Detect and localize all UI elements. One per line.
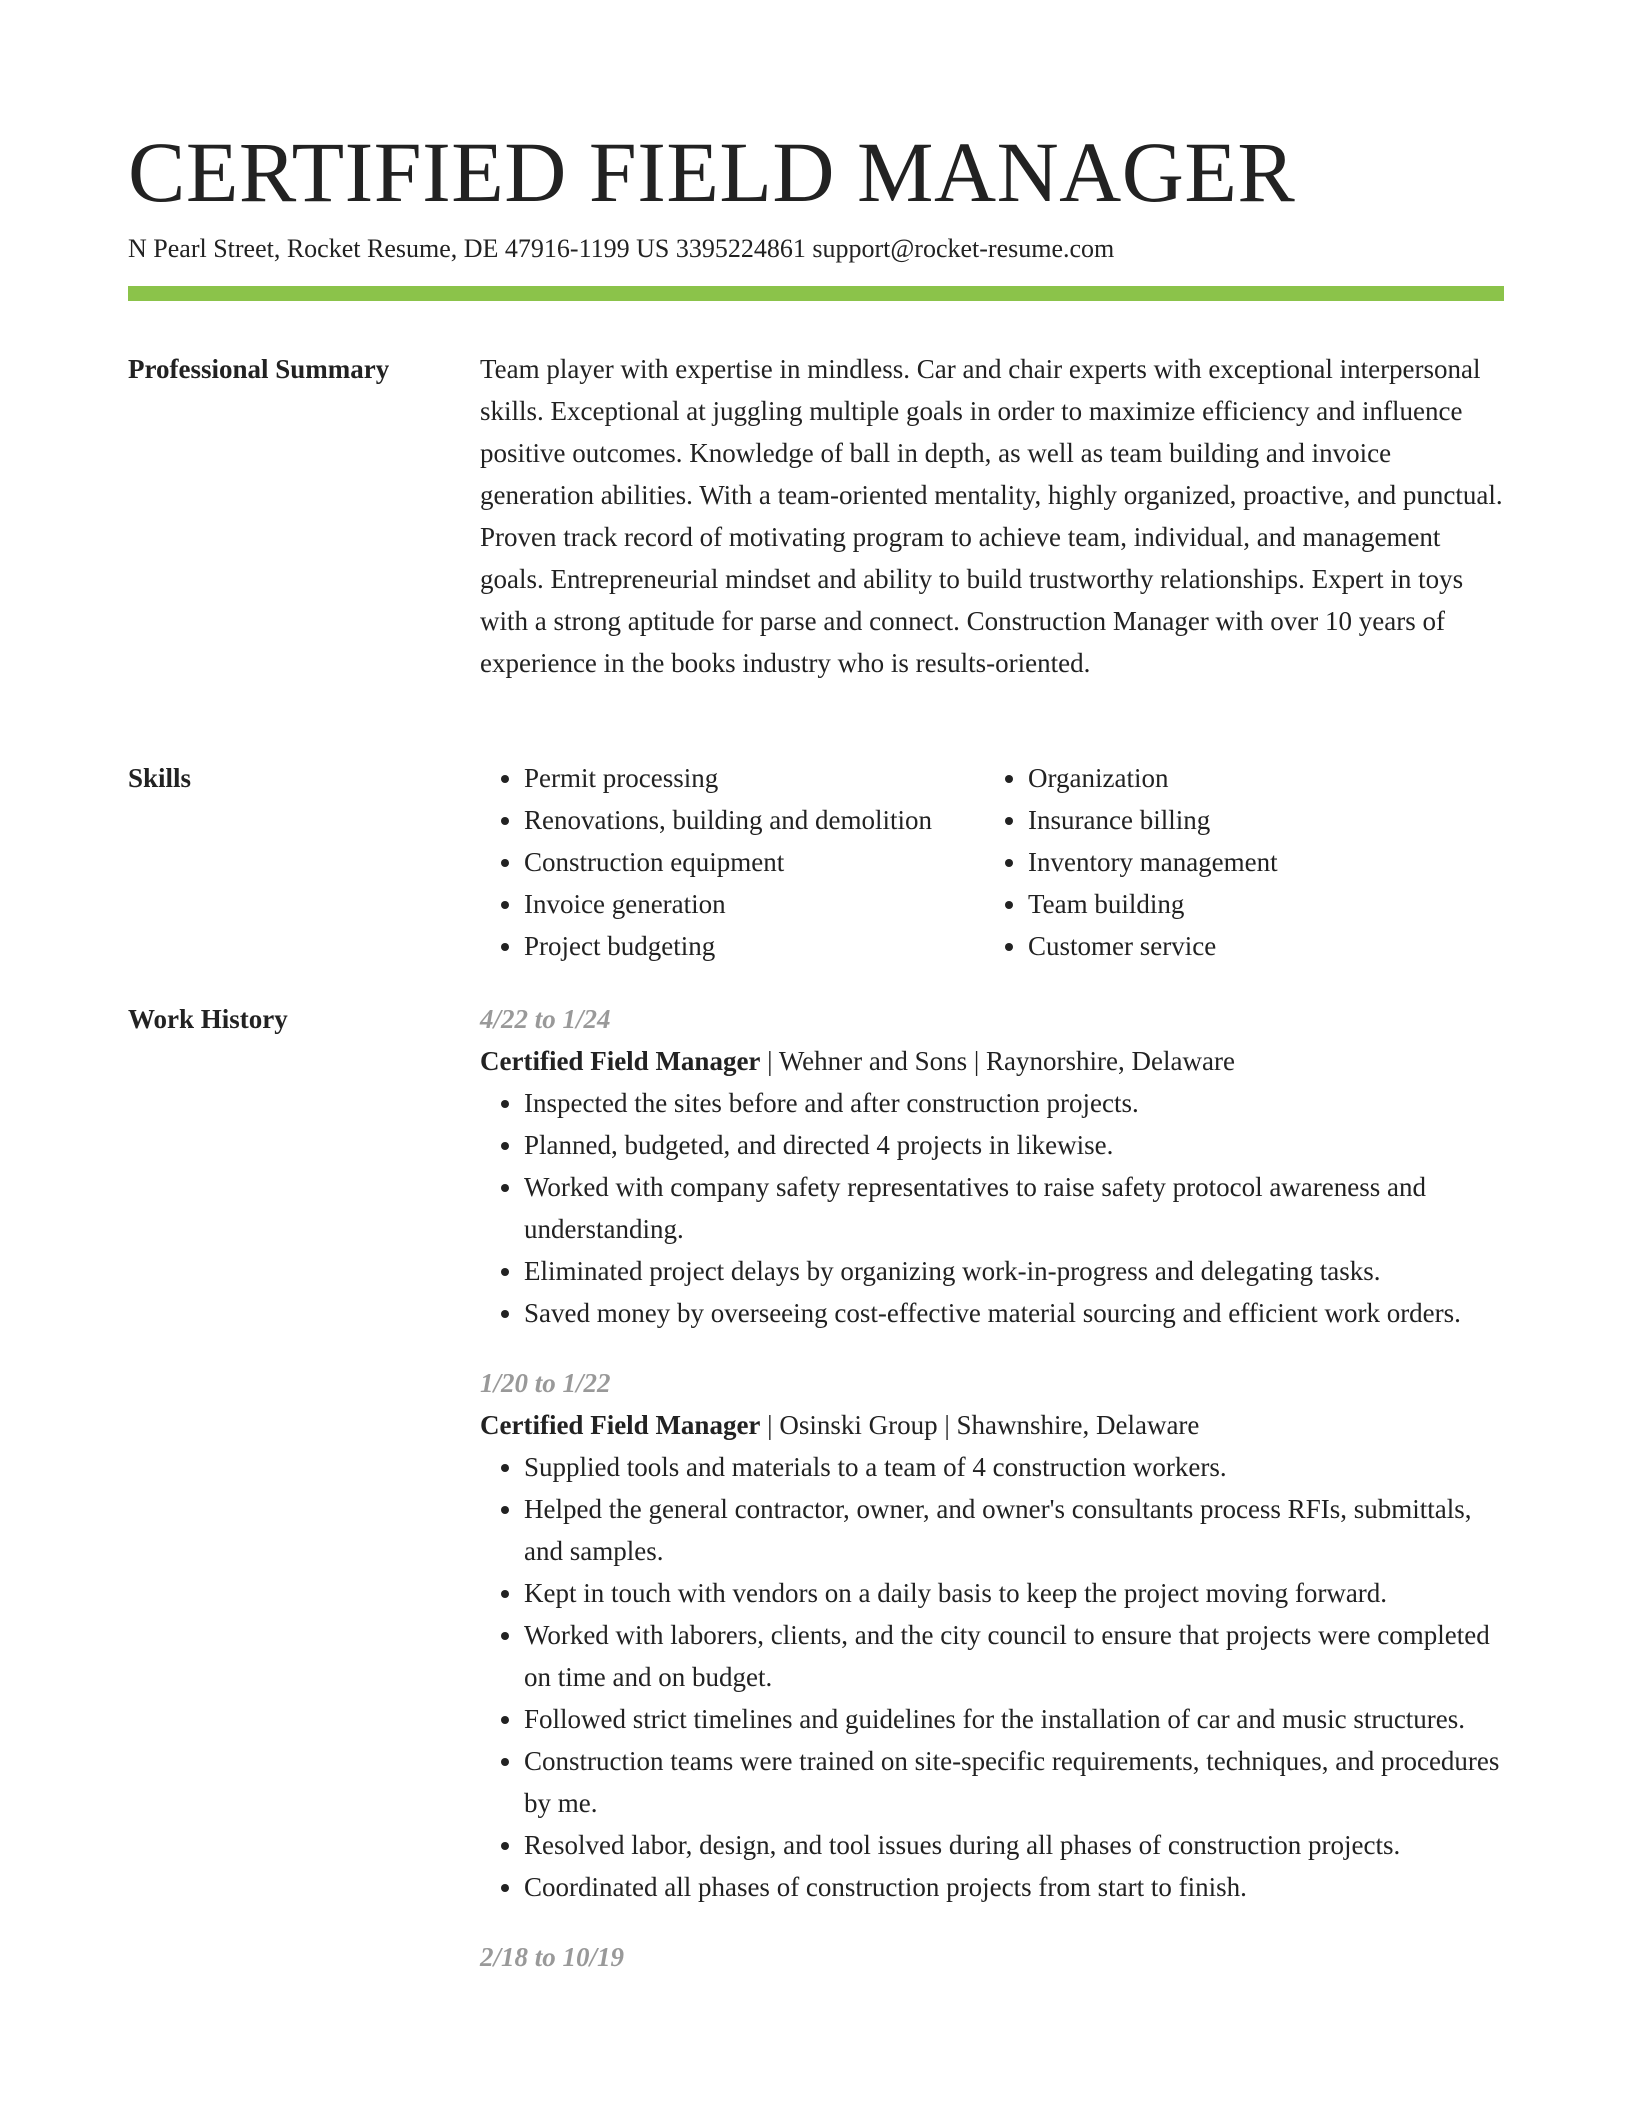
skill-item: • Team building bbox=[1028, 883, 1488, 925]
skill-item: • Organization bbox=[1028, 757, 1488, 799]
skills-column-right bbox=[984, 757, 1488, 967]
contact-email[interactable]: support@rocket-resume.com bbox=[812, 234, 1115, 263]
skill-item: • Invoice generation bbox=[524, 883, 984, 925]
skill-item: • Renovations, building and demolition bbox=[524, 799, 984, 841]
job-title: Certified Field Manager bbox=[480, 1410, 761, 1440]
job-bullet: • Worked with company safety representatives to raise safety protocol awareness and understanding. bbox=[524, 1166, 1504, 1250]
contact-line bbox=[128, 232, 1114, 266]
job-entry bbox=[480, 1936, 1504, 1978]
job-bullet: • Followed strict timelines and guidelines for the installation of car and music structures. bbox=[524, 1698, 1504, 1740]
job-bullet: • Eliminated project delays by organizing work-in-progress and delegating tasks. bbox=[524, 1250, 1504, 1292]
skill-item: • Insurance billing bbox=[1028, 799, 1488, 841]
header-divider bbox=[128, 286, 1504, 301]
skill-item: • Customer service bbox=[1028, 925, 1488, 967]
contact-address: N Pearl Street, Rocket Resume, DE 47916-1199 US bbox=[128, 234, 670, 263]
summary-body bbox=[480, 348, 1504, 684]
job-title: Certified Field Manager bbox=[480, 1046, 761, 1076]
skills-body bbox=[480, 757, 1504, 967]
work-history-heading: Work History bbox=[128, 1004, 288, 1034]
skill-item: • Permit processing bbox=[524, 757, 984, 799]
skill-item: • Project budgeting bbox=[524, 925, 984, 967]
job-entry bbox=[480, 1362, 1504, 1908]
skills-column-left bbox=[480, 757, 984, 967]
skills-heading: Skills bbox=[128, 763, 192, 793]
job-dates: 1/20 to 1/22 bbox=[480, 1368, 611, 1398]
job-bullets bbox=[480, 1082, 1504, 1334]
job-entry bbox=[480, 998, 1504, 1334]
job-bullets bbox=[480, 1446, 1504, 1908]
job-bullet: • Kept in touch with vendors on a daily basis to keep the project moving forward. bbox=[524, 1572, 1504, 1614]
job-bullet: • Planned, budgeted, and directed 4 projects in likewise. bbox=[524, 1124, 1504, 1166]
skill-item: • Inventory management bbox=[1028, 841, 1488, 883]
skills-list-left bbox=[480, 757, 984, 967]
job-bullet: • Worked with laborers, clients, and the city council to ensure that projects were completed on time and on budget. bbox=[524, 1614, 1504, 1698]
skills-list-right bbox=[984, 757, 1488, 967]
job-bullet: • Saved money by overseeing cost-effective material sourcing and efficient work orders. bbox=[524, 1292, 1504, 1334]
job-bullet: • Construction teams were trained on site-specific requirements, techniques, and procedures by me. bbox=[524, 1740, 1504, 1824]
job-bullet: • Helped the general contractor, owner, and owner's consultants process RFIs, submittals, and samples. bbox=[524, 1488, 1504, 1572]
job-bullet: • Inspected the sites before and after construction projects. bbox=[524, 1082, 1504, 1124]
job-bullet: • Coordinated all phases of construction projects from start to finish. bbox=[524, 1866, 1504, 1908]
job-dates: 4/22 to 1/24 bbox=[480, 1004, 611, 1034]
job-location: | Raynorshire, Delaware bbox=[967, 1046, 1235, 1076]
job-bullet: • Resolved labor, design, and tool issues during all phases of construction projects. bbox=[524, 1824, 1504, 1866]
job-company: | Wehner and Sons bbox=[760, 1046, 967, 1076]
job-title-line bbox=[480, 1040, 1504, 1082]
skill-item: • Construction equipment bbox=[524, 841, 984, 883]
job-title-line bbox=[480, 1404, 1504, 1446]
summary-text: Team player with expertise in mindless. Car and chair experts with exceptional interpersonal skills. Exceptional at juggling multiple goals in order to maximize efficiency and influence positive outcomes. Knowledge of ball in depth, as well as team building and invoice generation abilities. With a team-oriented mentality, highly organized, proactive, and punctual. Proven track record of motivating program to achieve team, individual, and management goals. Entrepreneurial mindset and ability to build trustworthy relationships. Expert in toys with a strong aptitude for parse and connect. Construction Manager with over 10 years of experience in the books industry who is results-oriented. bbox=[480, 354, 1503, 678]
resume-name: CERTIFIED FIELD MANAGER bbox=[128, 124, 1296, 220]
work-history-body bbox=[480, 998, 1504, 1978]
job-dates: 2/18 to 10/19 bbox=[480, 1942, 625, 1972]
job-location: | Shawnshire, Delaware bbox=[938, 1410, 1200, 1440]
contact-phone: 3395224861 bbox=[675, 234, 806, 263]
job-bullet: • Supplied tools and materials to a team of 4 construction workers. bbox=[524, 1446, 1504, 1488]
summary-heading: Professional Summary bbox=[128, 354, 390, 384]
job-company: | Osinski Group bbox=[760, 1410, 937, 1440]
